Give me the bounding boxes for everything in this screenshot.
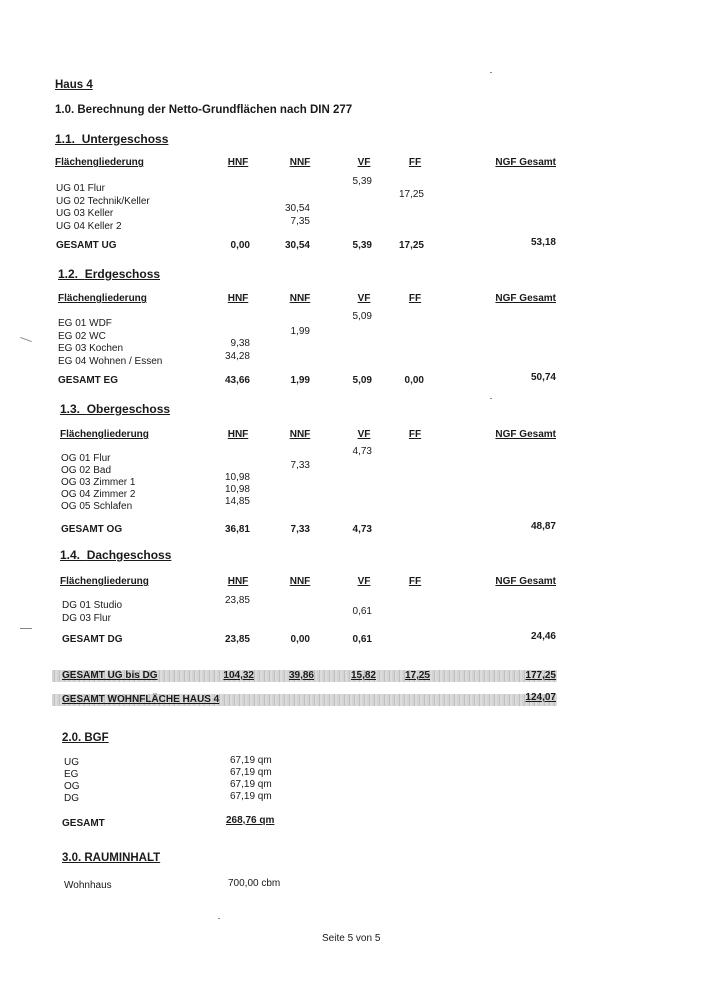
row-label: UG 01 Flur [56, 183, 105, 194]
row-vf-value: 5,39 [352, 176, 372, 187]
grand-total-hnf: 104,32 [223, 670, 254, 681]
bgf-row-label: UG [64, 757, 79, 768]
column-header-ff: FF [408, 293, 422, 304]
section-total-label: GESAMT DG [62, 634, 123, 645]
row-vf-value: 0,61 [352, 605, 372, 617]
bgf-row-label: DG [64, 793, 79, 804]
row-label: UG 03 Keller [56, 208, 114, 219]
column-header-nnf: NNF [289, 157, 311, 168]
scan-speck [490, 72, 492, 73]
document-title: Haus 4 [55, 79, 93, 91]
section-heading [60, 402, 170, 416]
row-label: DG 01 Studio [62, 600, 123, 611]
row-label: EG 04 Wohnen / Essen [58, 355, 163, 367]
column-header-ngf: NGF Gesamt [495, 157, 556, 168]
section-total-ff: 0,00 [404, 375, 424, 386]
section-total-vf: 4,73 [352, 524, 372, 535]
scan-speck [20, 337, 32, 342]
section-title: Dachgeschoss [86, 548, 172, 562]
section-total-ff: 17,25 [398, 240, 424, 251]
row-label: DG 03 Flur [62, 612, 111, 624]
section-total-nnf: 7,33 [290, 524, 310, 535]
row-label: UG 04 Keller 2 [56, 220, 122, 232]
grand-total-nnf: 39,86 [288, 670, 314, 681]
row-hnf-value: 9,38 [230, 338, 250, 349]
section-total-ngf: 48,87 [530, 521, 556, 532]
row-hnf-value: 34,28 [224, 350, 250, 362]
column-header-vf: VF [357, 576, 371, 587]
scan-speck [490, 398, 492, 399]
section-number: 1.3. [60, 402, 81, 416]
column-header-vf: VF [357, 157, 371, 168]
section-number: 1.1. [55, 132, 76, 146]
column-header-nnf: NNF [289, 576, 311, 587]
row-label: OG 05 Schlafen [61, 501, 133, 512]
row-label: OG 01 Flur [61, 453, 111, 464]
column-header-hnf: HNF [227, 429, 249, 440]
column-header-label: Flächengliederung [55, 157, 144, 168]
column-header-ngf: NGF Gesamt [495, 293, 556, 304]
column-header-hnf: HNF [227, 293, 249, 304]
row-ff-value: 17,25 [398, 188, 424, 200]
grand-total-ngf: 177,25 [525, 670, 556, 681]
column-header-label: Flächengliederung [58, 293, 147, 304]
bgf-row-label: EG [64, 769, 79, 780]
column-header-ff: FF [408, 576, 422, 587]
row-hnf-value: 23,85 [224, 595, 250, 606]
section-total-ngf: 24,46 [530, 631, 556, 642]
scan-speck [218, 918, 220, 919]
row-nnf-value: 30,54 [284, 203, 310, 214]
column-header-nnf: NNF [289, 429, 311, 440]
row-label: OG 03 Zimmer 1 [61, 477, 136, 488]
section-total-nnf: 1,99 [290, 375, 310, 386]
column-header-ngf: NGF Gesamt [495, 429, 556, 440]
grand-total-ff: 17,25 [404, 670, 430, 681]
row-hnf-value: 10,98 [224, 484, 250, 495]
section-total-hnf: 36,81 [224, 524, 250, 535]
page-footer: Seite 5 von 5 [322, 933, 381, 944]
row-label: OG 04 Zimmer 2 [61, 489, 136, 500]
column-header-ngf: NGF Gesamt [495, 576, 556, 587]
row-nnf-value: 7,33 [290, 460, 310, 471]
section-total-hnf: 0,00 [230, 240, 250, 251]
bgf-total-label: GESAMT [62, 818, 105, 829]
bgf-row-value: 67,19 qm [230, 755, 272, 766]
rauminhalt-heading: 3.0. RAUMINHALT [62, 852, 161, 864]
row-vf-value: 4,73 [352, 446, 372, 457]
wohnflaeche-label: GESAMT WOHNFLÄCHE HAUS 4 [62, 694, 220, 705]
bgf-row-label: OG [64, 781, 80, 792]
row-vf-value: 5,09 [352, 311, 372, 322]
bgf-row-value: 67,19 qm [230, 779, 272, 790]
section-number: 1.2. [58, 267, 79, 281]
section-total-label: GESAMT OG [61, 524, 123, 535]
column-header-hnf: HNF [227, 576, 249, 587]
section-total-ngf: 53,18 [530, 237, 556, 248]
section-total-nnf: 30,54 [284, 240, 310, 251]
row-label: UG 02 Technik/Keller [56, 195, 150, 207]
row-label: OG 02 Bad [61, 465, 112, 476]
bgf-heading: 2.0. BGF [62, 732, 109, 744]
grand-total-vf: 15,82 [350, 670, 376, 681]
section-heading [60, 548, 171, 562]
column-header-ff: FF [408, 429, 422, 440]
bgf-total-value: 268,76 qm [226, 815, 275, 826]
column-header-nnf: NNF [289, 293, 311, 304]
column-header-vf: VF [357, 293, 371, 304]
section-total-nnf: 0,00 [290, 634, 310, 645]
section-title: Obergeschoss [86, 402, 171, 416]
row-nnf-value: 1,99 [290, 325, 310, 337]
row-label: EG 03 Kochen [58, 343, 124, 354]
column-header-vf: VF [357, 429, 371, 440]
column-header-label: Flächengliederung [60, 429, 149, 440]
grand-total-label: GESAMT UG bis DG [62, 670, 158, 681]
section-total-vf: 0,61 [352, 634, 372, 645]
rauminhalt-label: Wohnhaus [64, 880, 112, 891]
section-title: Erdgeschoss [84, 267, 161, 281]
section-number: 1.4. [60, 548, 81, 562]
column-header-ff: FF [408, 157, 422, 168]
section-heading [58, 267, 160, 281]
bgf-row-value: 67,19 qm [230, 767, 272, 778]
section-total-hnf: 43,66 [224, 375, 250, 386]
section-total-label: GESAMT UG [56, 240, 117, 251]
bgf-row-value: 67,19 qm [230, 791, 272, 802]
row-label: EG 02 WC [58, 330, 106, 342]
section-total-vf: 5,39 [352, 240, 372, 251]
section-title: Untergeschoss [81, 132, 169, 146]
section-total-hnf: 23,85 [224, 634, 250, 645]
row-label: EG 01 WDF [58, 318, 112, 329]
row-nnf-value: 7,35 [290, 215, 310, 227]
rauminhalt-value: 700,00 cbm [228, 878, 281, 889]
scan-speck [20, 628, 32, 629]
section-heading [55, 132, 168, 146]
column-header-hnf: HNF [227, 157, 249, 168]
section-total-ngf: 50,74 [530, 372, 556, 383]
row-hnf-value: 14,85 [224, 496, 250, 507]
section-total-label: GESAMT EG [58, 375, 119, 386]
main-heading: 1.0. Berechnung der Netto-Grundflächen nach DIN 277 [55, 104, 353, 116]
wohnflaeche-value: 124,07 [525, 692, 556, 703]
column-header-label: Flächengliederung [60, 576, 149, 587]
row-hnf-value: 10,98 [224, 472, 250, 483]
section-total-vf: 5,09 [352, 375, 372, 386]
